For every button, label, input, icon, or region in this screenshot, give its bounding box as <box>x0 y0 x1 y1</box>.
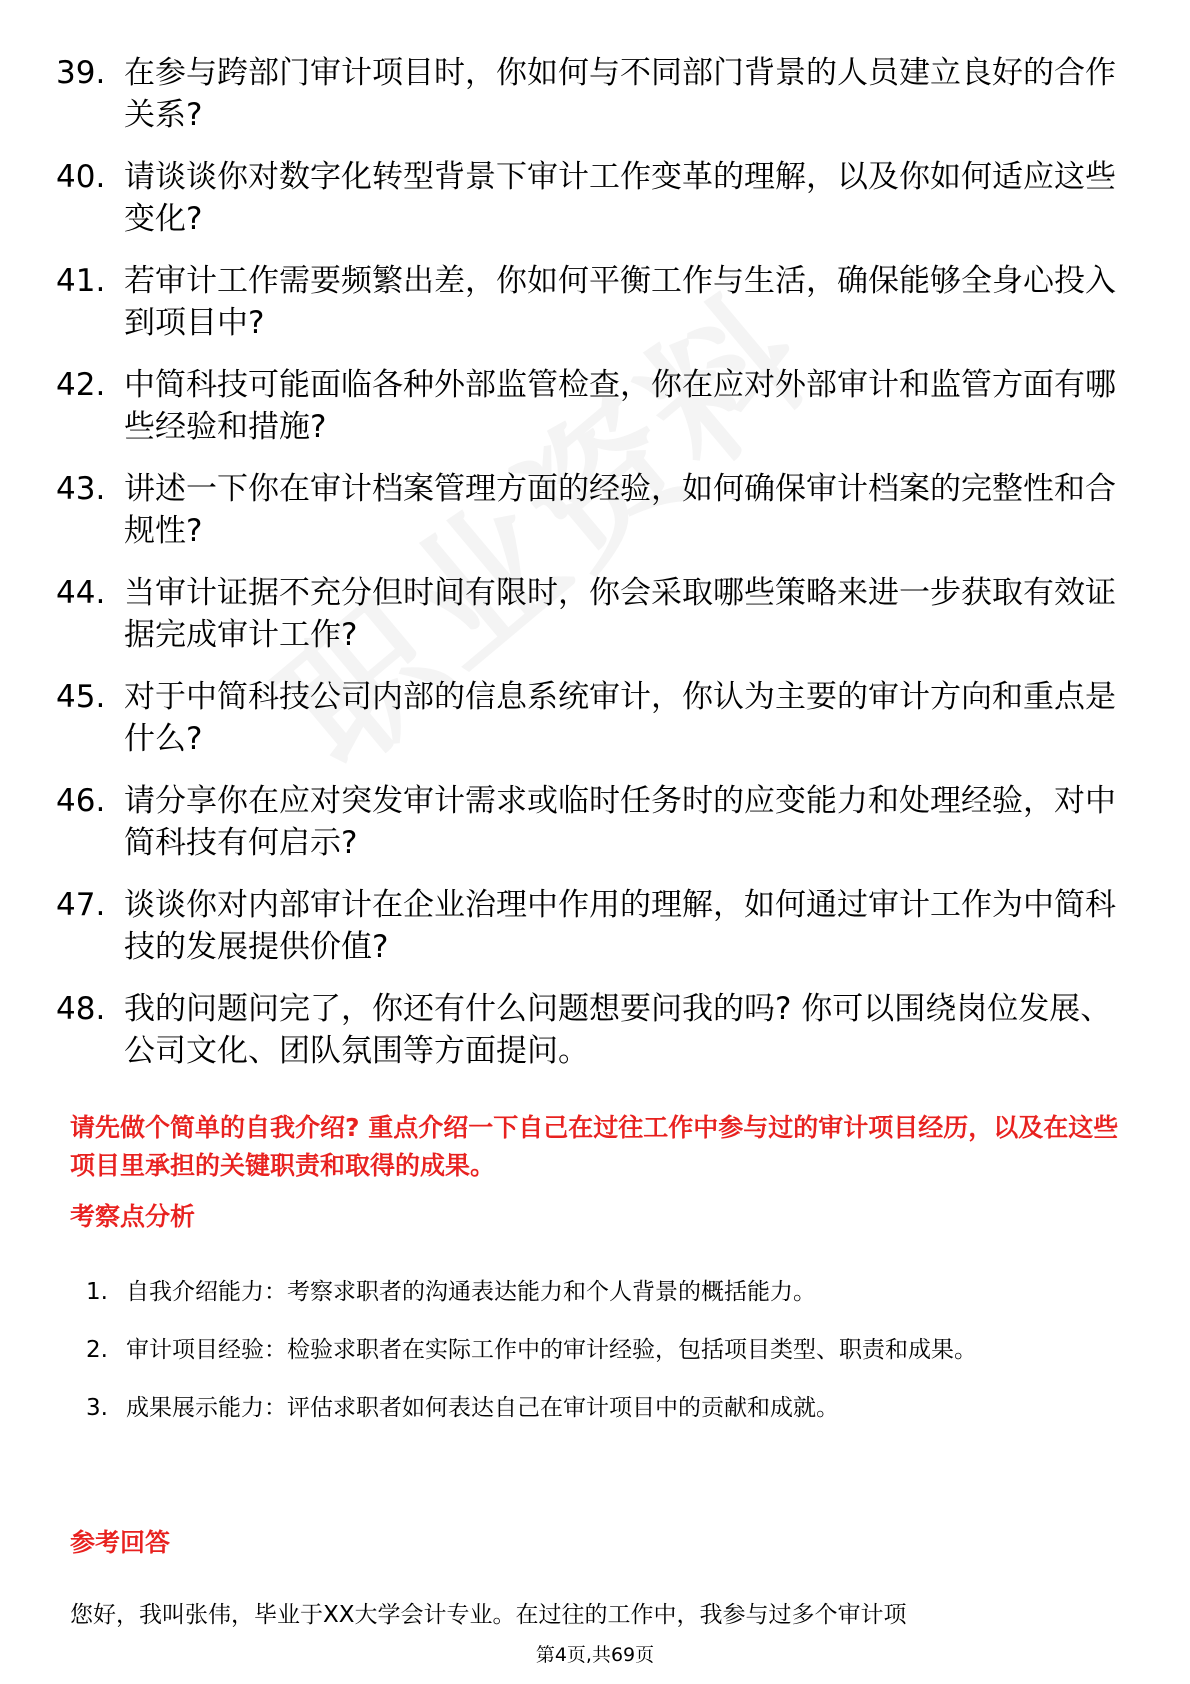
question-number: 40. <box>56 159 106 195</box>
question-number: 47. <box>56 887 106 923</box>
analysis-item <box>86 1379 1126 1437</box>
analysis-item <box>86 1263 1126 1321</box>
question-item <box>56 468 1136 552</box>
question-item <box>56 676 1136 760</box>
question-text: 中简科技可能面临各种外部监管检查，你在应对外部审计和监管方面有哪些经验和措施? <box>124 367 1116 445</box>
analysis-heading: 考察点分析 <box>70 1202 196 1231</box>
question-text: 请分享你在应对突发审计需求或临时任务时的应变能力和处理经验，对中简科技有何启示? <box>124 783 1116 861</box>
question-text: 请谈谈你对数字化转型背景下审计工作变革的理解，以及你如何适应这些变化? <box>124 159 1116 237</box>
question-text: 谈谈你对内部审计在企业治理中作用的理解，如何通过审计工作为中简科技的发展提供价值? <box>124 887 1116 965</box>
question-item <box>56 884 1136 968</box>
question-number: 42. <box>56 367 106 403</box>
question-number: 39. <box>56 55 106 91</box>
question-item <box>56 572 1136 656</box>
question-item <box>56 780 1136 864</box>
question-number: 48. <box>56 991 106 1027</box>
question-item <box>56 156 1136 240</box>
question-item <box>56 988 1136 1072</box>
question-item <box>56 52 1136 136</box>
featured-question: 请先做个简单的自我介绍? 重点介绍一下自己在过往工作中参与过的审计项目经历，以及在这些项目里承担的关键职责和取得的成果。 <box>70 1113 1119 1180</box>
question-number: 46. <box>56 783 106 819</box>
question-list <box>56 52 1136 1092</box>
analysis-text: 审计项目经验：检验求职者在实际工作中的审计经验，包括项目类型、职责和成果。 <box>126 1337 977 1363</box>
question-item <box>56 364 1136 448</box>
question-number: 45. <box>56 679 106 715</box>
question-number: 41. <box>56 263 106 299</box>
analysis-number: 1. <box>86 1279 108 1305</box>
analysis-text: 成果展示能力：评估求职者如何表达自己在审计项目中的贡献和成就。 <box>126 1395 839 1421</box>
analysis-list <box>86 1263 1126 1437</box>
question-number: 44. <box>56 575 106 611</box>
analysis-number: 2. <box>86 1337 108 1363</box>
question-text: 对于中简科技公司内部的信息系统审计，你认为主要的审计方向和重点是什么? <box>124 679 1116 757</box>
question-item <box>56 260 1136 344</box>
reference-heading: 参考回答 <box>70 1528 171 1557</box>
question-text: 在参与跨部门审计项目时，你如何与不同部门背景的人员建立良好的合作关系? <box>124 55 1116 133</box>
question-number: 43. <box>56 471 106 507</box>
question-text: 当审计证据不充分但时间有限时，你会采取哪些策略来进一步获取有效证据完成审计工作? <box>124 575 1116 653</box>
analysis-text: 自我介绍能力：考察求职者的沟通表达能力和个人背景的概括能力。 <box>126 1279 816 1305</box>
reference-answer: 您好，我叫张伟，毕业于XX大学会计专业。在过往的工作中，我参与过多个审计项 <box>70 1602 907 1628</box>
question-text: 讲述一下你在审计档案管理方面的经验，如何确保审计档案的完整性和合规性? <box>124 471 1116 549</box>
analysis-item <box>86 1321 1126 1379</box>
question-text: 若审计工作需要频繁出差，你如何平衡工作与生活，确保能够全身心投入到项目中? <box>124 263 1116 341</box>
question-text: 我的问题问完了，你还有什么问题想要问我的吗? 你可以围绕岗位发展、公司文化、团队氛围等方面提问。 <box>124 991 1112 1069</box>
page-number: 第4页,共69页 <box>535 1644 655 1666</box>
analysis-number: 3. <box>86 1395 108 1421</box>
